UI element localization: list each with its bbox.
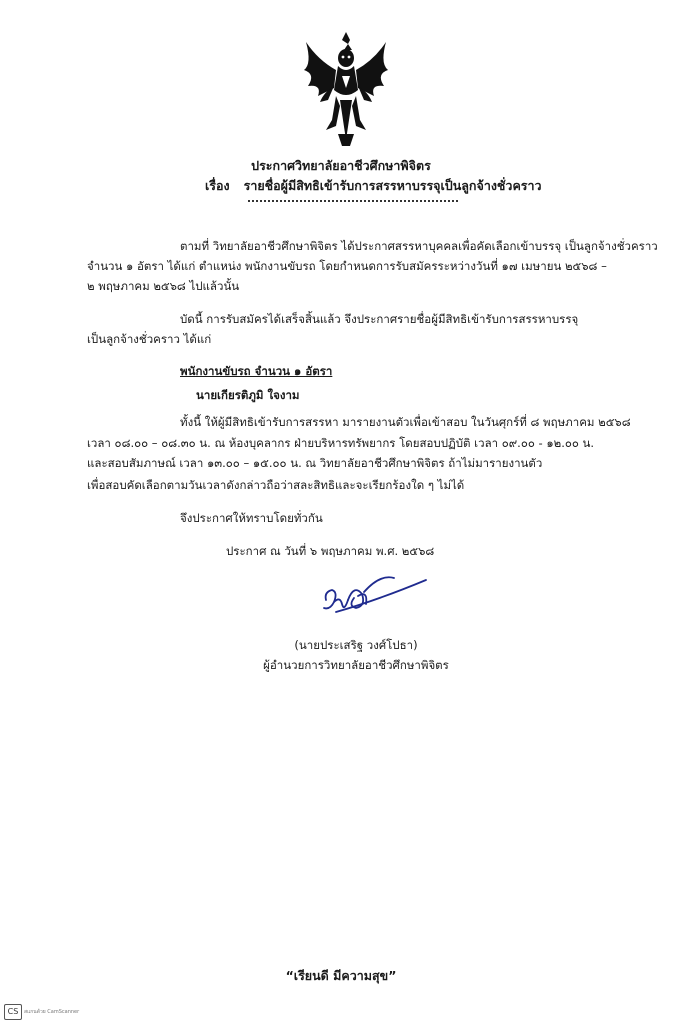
signatory-title: ผู้อำนวยการวิทยาลัยอาชีวศึกษาพิจิตร	[263, 658, 449, 672]
signatory-name: (นายประเสริฐ วงศ์โปธา)	[294, 638, 418, 652]
subject-text: รายชื่อผู้มีสิทธิเข้ารับการสรรหาบรรจุเป็นลูกจ้างชั่วคราว	[243, 178, 542, 193]
dotted-divider	[248, 200, 458, 202]
candidate-name: นายเกียรติภูมิ ใจงาม	[196, 388, 300, 402]
garuda-emblem	[298, 30, 394, 148]
para1-line: ๒ พฤษภาคม ๒๕๖๘ ไปแล้วนั้น	[87, 279, 240, 293]
school-motto: “เรียนดี มีความสุข”	[285, 968, 397, 983]
para2-line: บัดนี้ การรับสมัครได้เสร็จสิ้นแล้ว จึงประกาศรายชื่อผู้มีสิทธิเข้ารับการสรรหาบรรจุ	[180, 312, 579, 326]
para3-line: เวลา ๐๘.๐๐ – ๐๘.๓๐ น. ณ ห้องบุคลากร ฝ่ายบริหารทรัพยากร โดยสอบปฏิบัติ เวลา ๐๙.๐๐ - ๑๒.๐๐ น.	[87, 436, 595, 450]
announcement-title: ประกาศวิทยาลัยอาชีวศึกษาพิจิตร	[251, 158, 431, 173]
announcement-subject	[205, 176, 542, 196]
para3-line: ทั้งนี้ ให้ผู้มีสิทธิเข้ารับการสรรหา มารายงานตัวเพื่อเข้าสอบ ในวันศุกร์ที่ ๘ พฤษภาคม ๒๕๖๘	[180, 415, 631, 429]
subject-label: เรื่อง	[205, 178, 230, 193]
camscanner-text: สแกนด้วย CamScanner	[24, 1009, 80, 1015]
camscanner-badge: CS	[4, 1004, 22, 1020]
closing-line: จึงประกาศให้ทราบโดยทั่วกัน	[180, 511, 323, 525]
para2-line: เป็นลูกจ้างชั่วคราว ได้แก่	[87, 332, 212, 346]
para3-line: เพื่อสอบคัดเลือกตามวันเวลาดังกล่าวถือว่าสละสิทธิและจะเรียกร้องใด ๆ ไม่ได้	[87, 478, 465, 492]
para3-line: และสอบสัมภาษณ์ เวลา ๑๓.๐๐ – ๑๕.๐๐ น. ณ วิทยาลัยอาชีวศึกษาพิจิตร ถ้าไม่มารายงานตัว	[87, 456, 543, 470]
para1-line: ตามที่ วิทยาลัยอาชีวศึกษาพิจิตร ได้ประกาศสรรหาบุคคลเพื่อคัดเลือกเข้าบรรจุ เป็นลูกจ้างชั่วคราว	[180, 239, 658, 253]
position-heading: พนักงานขับรถ จำนวน ๑ อัตรา	[180, 364, 333, 378]
signature	[318, 570, 430, 620]
para1-line: จำนวน ๑ อัตรา ได้แก่ ตำแหน่ง พนักงานขับรถ โดยกำหนดการรับสมัครระหว่างวันที่ ๑๗ เมษายน ๒๕๖๘ –	[87, 259, 607, 273]
date-line: ประกาศ ณ วันที่ ๖ พฤษภาคม พ.ศ. ๒๕๖๘	[226, 544, 435, 558]
